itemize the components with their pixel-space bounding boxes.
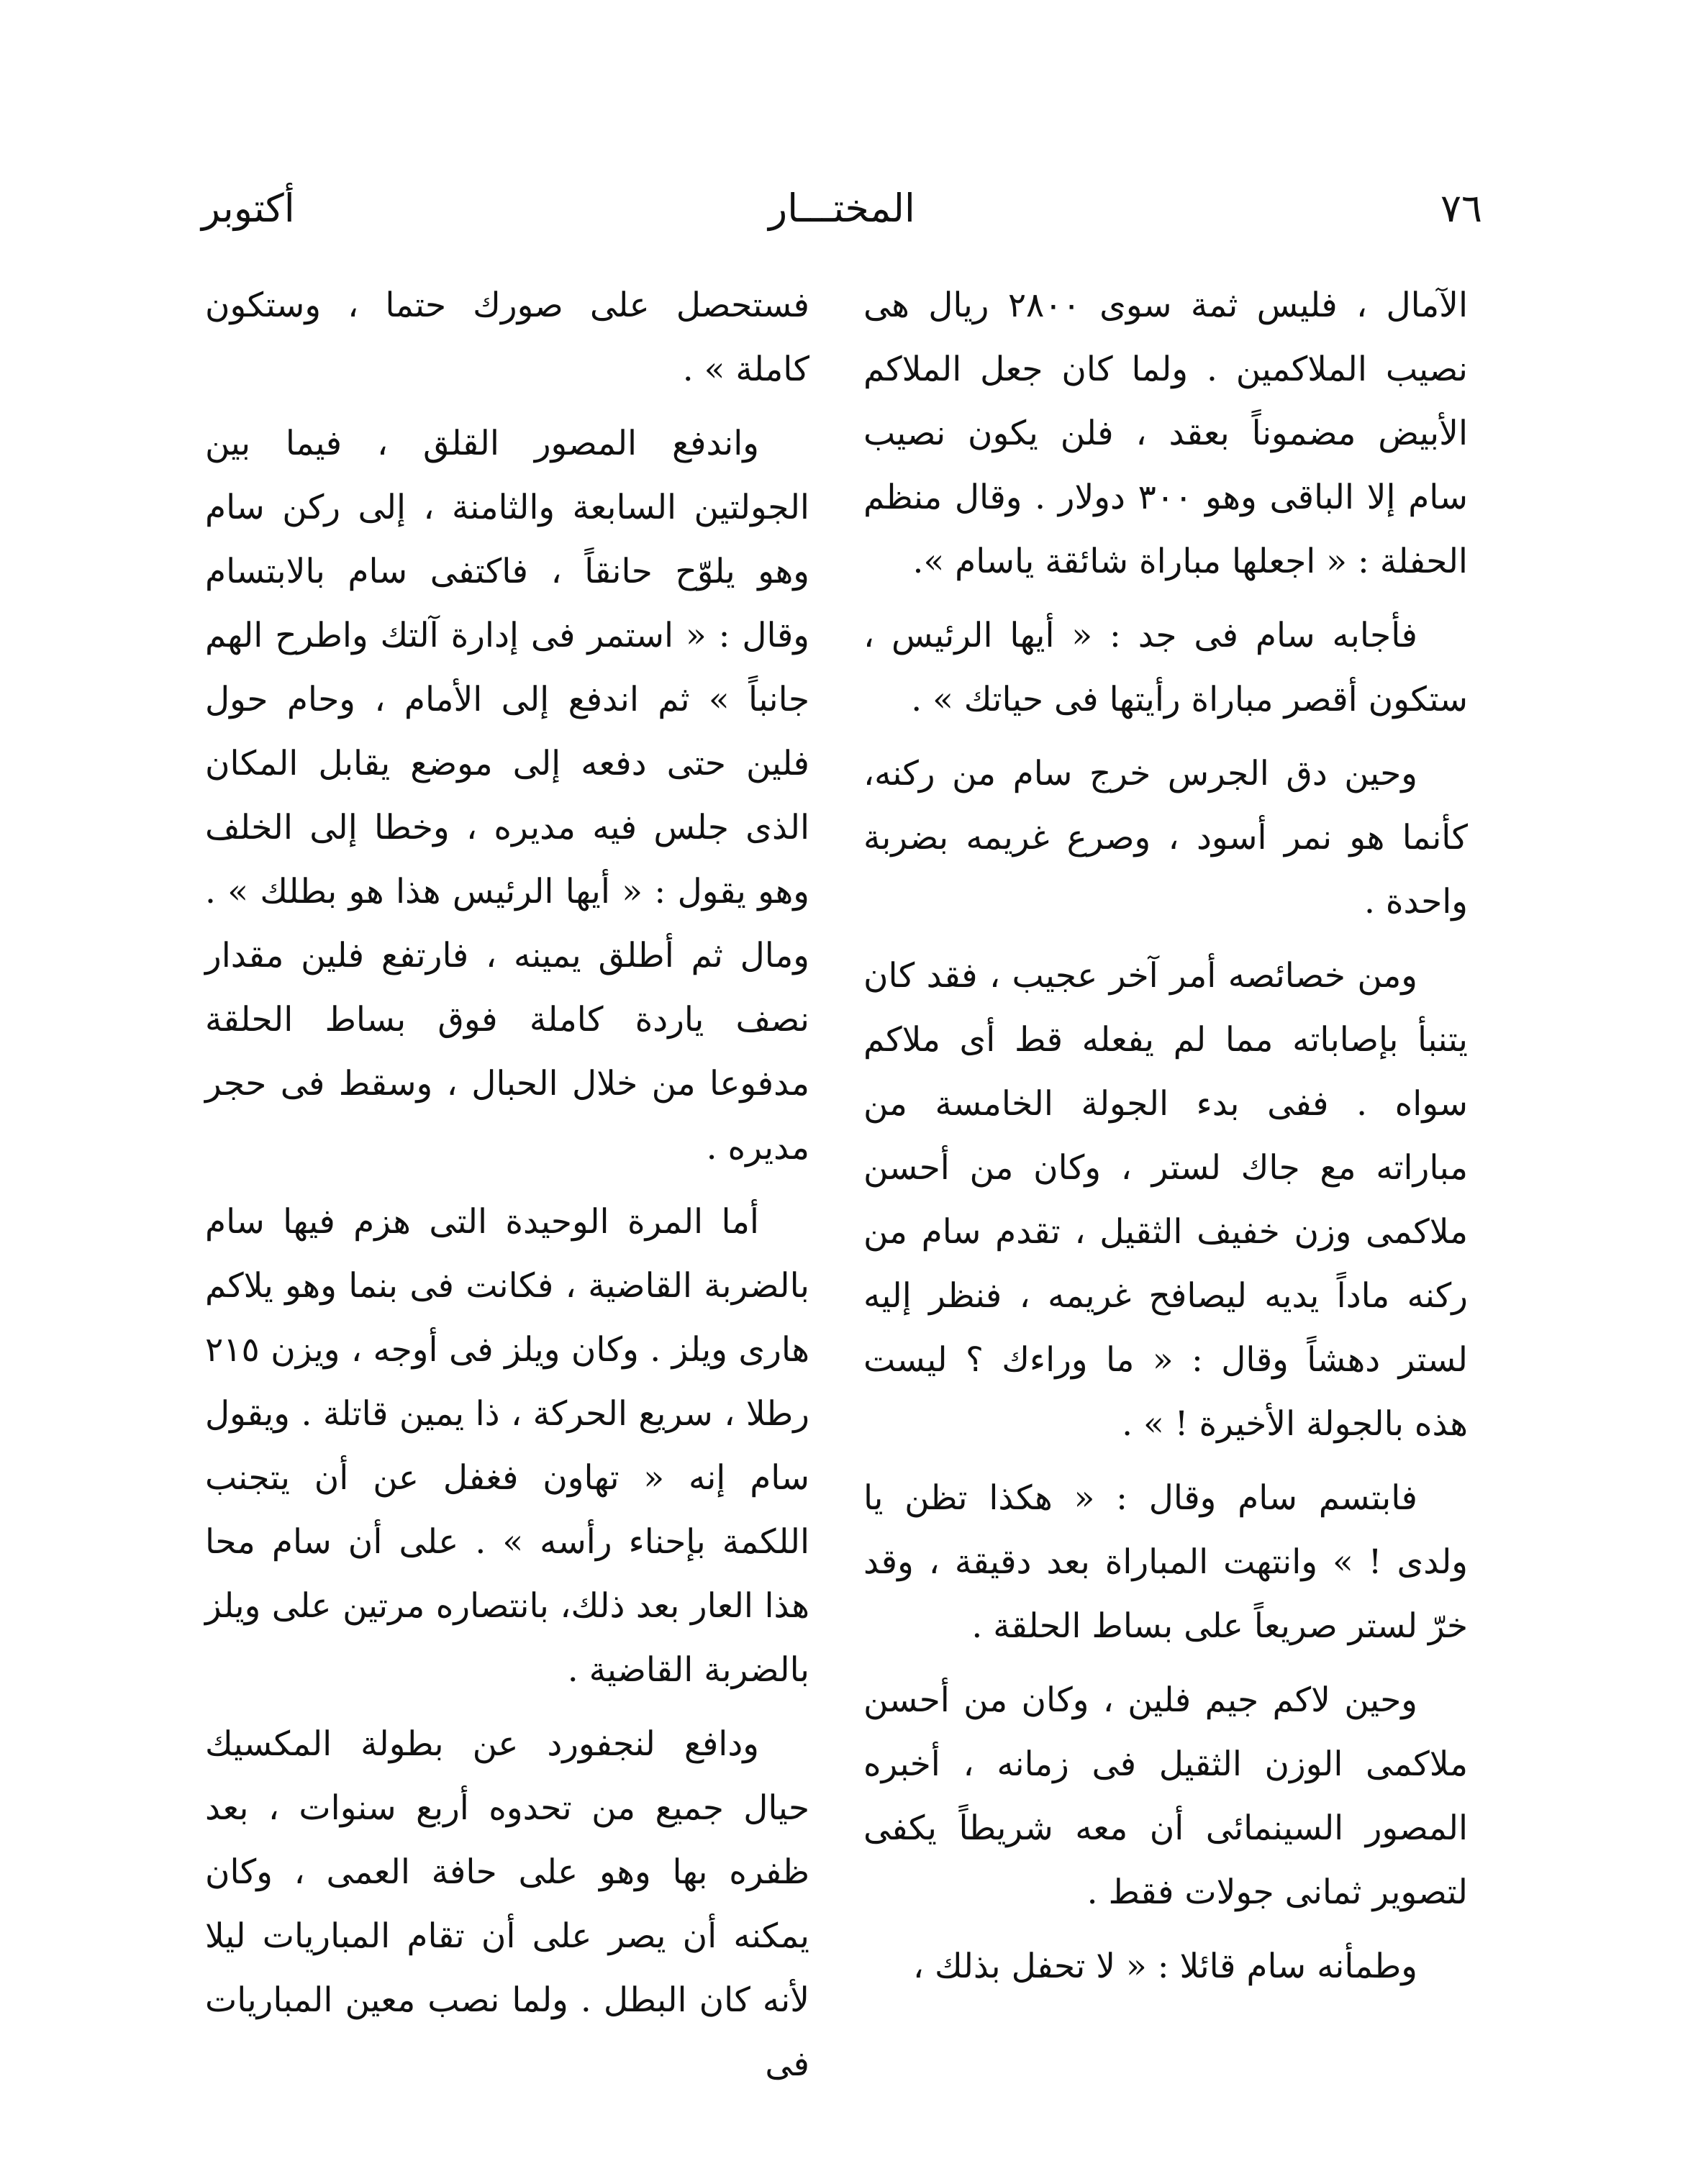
paragraph: وحين دق الجرس خرج سام من ركنه، كأنما هو نمر أسود ، وصرع غريمه بضربة واحدة . <box>863 754 1468 922</box>
running-header <box>201 180 1482 245</box>
paragraph: فابتسم سام وقال : « هكذا تظن يا ولدى ! » وانتهت المباراة بعد دقيقة ، وقد خرّ لستر صريعاً على بساط الحلقة . <box>863 1478 1468 1646</box>
paragraph: الآمال ، فليس ثمة سوى ٢٨٠٠ ريال هى نصيب الملاكمين . ولما كان جعل الملاكم الأبيض مضموناً بعقد ، فلن يكون نصيب سام إلا الباقى وهو ٣٠٠ دولار . وقال منظم الحفلة : « اجعلها مباراة شائقة ياسام ». <box>863 286 1468 581</box>
paragraph: أما المرة الوحيدة التى هزم فيها سام بالضربة القاضية ، فكانت فى بنما وهو يلاكم هارى ويلز . وكان ويلز فى أوجه ، ويزن ٢١٥ رطلا ، سريع الحركة ، ذا يمين قاتلة . ويقول سام إنه « تهاون فغفل عن أن يتجنب اللكمة بإحناء رأسه » . على أن سام محا هذا العار بعد ذلك، بانتصاره مرتين على ويلز بالضربة القاضية . <box>205 1202 809 1690</box>
paragraph: واندفع المصور القلق ، فيما بين الجولتين السابعة والثامنة ، إلى ركن سام وهو يلوّح حانقاً ، فاكتفى سام بالابتسام وقال : « استمر فى إدارة آلتك واطرح الهم جانباً » ثم اندفع إلى الأمام ، وحام حول فلين حتى دفعه إلى موضع يقابل المكان الذى جلس فيه مديره ، وخطا إلى الخلف وهو يقول : « أيها الرئيس هذا هو بطلك » . ومال ثم أطلق يمينه ، فارتفع فلين مقدار نصف ياردة كاملة فوق بساط الحلقة مدفوعا من خلال الحبال ، وسقط فى حجر مديره . <box>205 424 809 1168</box>
paragraph: ودافع لنجفورد عن بطولة المكسيك حيال جميع من تحدوه أربع سنوات ، بعد ظفره بها وهو على حافة العمى ، وكان يمكنه أن يصر على أن تقام المباريات ليلا لأنه كان البطل . ولما نصب معين المباريات فى <box>205 1724 809 2084</box>
paragraph: فأجابه سام فى جد : « أيها الرئيس ، ستكون أقصر مباراة رأيتها فى حياتك » . <box>863 616 1468 719</box>
paragraph: وحين لاكم جيم فلين ، وكان من أحسن ملاكمى الوزن الثقيل فى زمانه ، أخبره المصور السينمائى أن معه شريطاً يكفى لتصوير ثمانى جولات فقط . <box>863 1680 1469 1912</box>
right-column <box>863 273 1468 2008</box>
paragraph: ومن خصائصه أمر آخر عجيب ، فقد كان يتنبأ بإصاباته مما لم يفعله قط أى ملاكم سواه . ففى بدء الجولة الخامسة من مباراته مع جاك لستر ، وكان من أحسن ملاكمى وزن خفيف الثقيل ، تقدم سام من ركنه ماداً يديه ليصافح غريمه ، فنظر إليه لستر دهشاً وقال : « ما وراءك ؟ ليست هذه بالجولة الأخيرة ! » . <box>863 956 1468 1444</box>
left-column <box>205 273 809 2106</box>
paragraph: وطمأنه سام قائلا : « لا تحفل بذلك ، <box>912 1947 1417 1986</box>
page-number: ٧٦ <box>1440 186 1482 231</box>
paragraph: فستحصل على صورك حتما ، وستكون كاملة » . <box>205 286 809 389</box>
header-month: أكتوبر <box>201 186 295 231</box>
header-title: المختـــار <box>768 186 915 231</box>
